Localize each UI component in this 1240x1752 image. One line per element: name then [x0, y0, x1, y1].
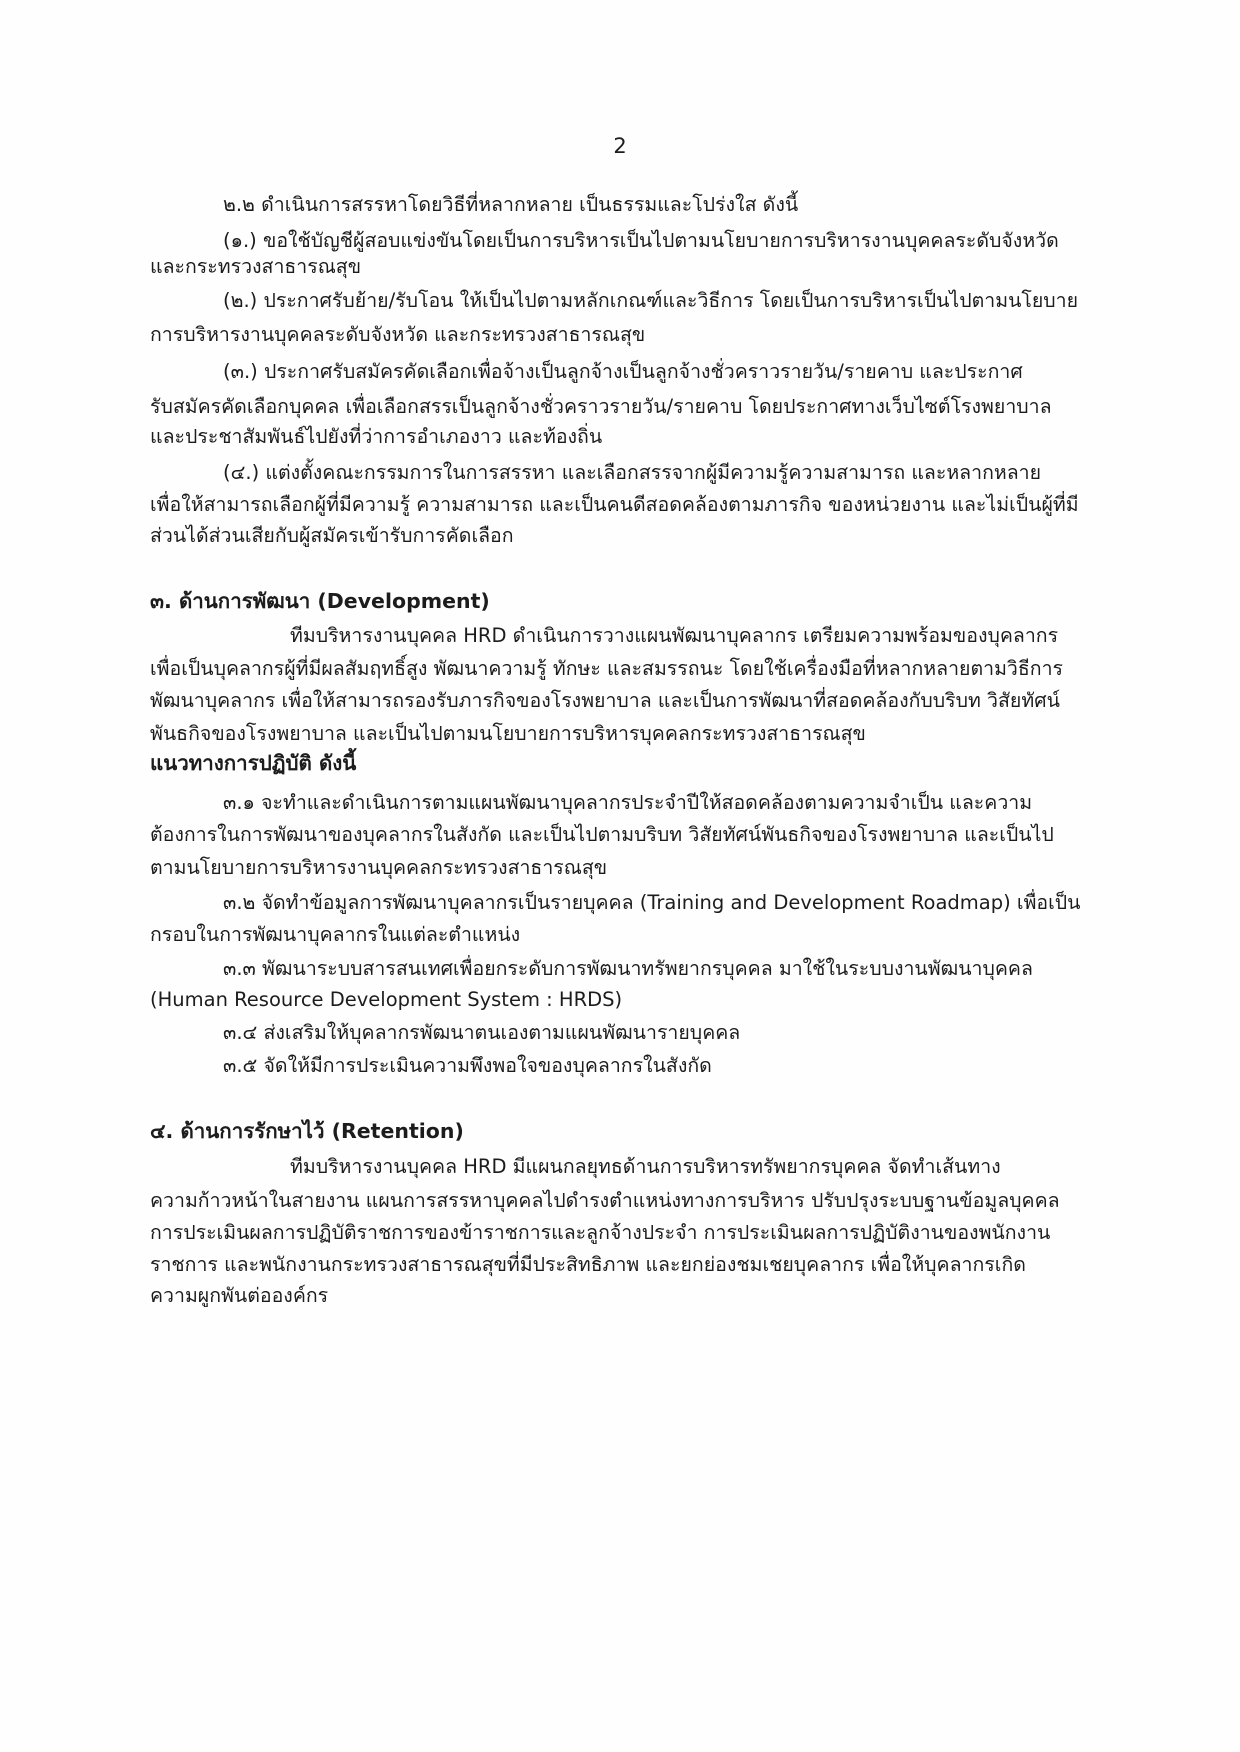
paragraph-line: รับสมัครคัดเลือกบุคคล เพื่อเลือกสรรเป็นลูกจ้างชั่วคราวรายวัน/รายคาบ โดยประกาศทางเว็บไซต์โรงพยาบาล — [150, 395, 1052, 418]
paragraph-line: พัฒนาบุคลากร เพื่อให้สามารถรองรับภารกิจของโรงพยาบาล และเป็นการพัฒนาที่สอดคล้องกับบริบท วิสัยทัศน์ — [150, 689, 1060, 712]
paragraph-line: ความผูกพันต่อองค์กร — [150, 1284, 329, 1307]
paragraph-line: กรอบในการพัฒนาบุคลากรในแต่ละตำแหน่ง — [150, 923, 521, 946]
paragraph-line: และกระทรวงสาธารณสุข — [150, 255, 362, 278]
section-heading-retention: ๔. ด้านการรักษาไว้ (Retention) — [150, 1119, 464, 1143]
paragraph-line: ทีมบริหารงานบุคคล HRD มีแผนกลยุทธด้านการบริหารทรัพยากรบุคคล จัดทำเส้นทาง — [290, 1155, 1001, 1178]
paragraph-line: และประชาสัมพันธ์ไปยังที่ว่าการอำเภองาว และท้องถิ่น — [150, 425, 603, 448]
paragraph-line: (๓.) ประกาศรับสมัครคัดเลือกเพื่อจ้างเป็นลูกจ้างเป็นลูกจ้างชั่วคราวรายวัน/รายคาบ และประกาศ — [223, 360, 1023, 383]
paragraph-line: ๓.๔ ส่งเสริมให้บุคลากรพัฒนาตนเองตามแผนพัฒนารายบุคคล — [223, 1021, 741, 1044]
paragraph-line: (๑.) ขอใช้บัญชีผู้สอบแข่งขันโดยเป็นการบริหารเป็นไปตามนโยบายการบริหารงานบุคคลระดับจังหวัด — [223, 229, 1059, 252]
paragraph-line: ราชการ และพนักงานกระทรวงสาธารณสุขที่มีประสิทธิภาพ และยกย่องชมเชยบุคลากร เพื่อให้บุคลากรเกิด — [150, 1253, 1026, 1276]
paragraph-line: ๓.๑ จะทำและดำเนินการตามแผนพัฒนาบุคลากรประจำปีให้สอดคล้องตามความจำเป็น และความ — [223, 791, 1033, 814]
paragraph-line: ๒.๒ ดำเนินการสรรหาโดยวิธีที่หลากหลาย เป็นธรรมและโปร่งใส ดังนี้ — [223, 193, 799, 216]
paragraph-line: ตามนโยบายการบริหารงานบุคคลกระทรวงสาธารณสุข — [150, 856, 608, 879]
paragraph-line: (๔.) แต่งตั้งคณะกรรมการในการสรรหา และเลือกสรรจากผู้มีความรู้ความสามารถ และหลากหลาย — [223, 461, 1042, 484]
paragraph-line: เพื่อให้สามารถเลือกผู้ที่มีความรู้ ความสามารถ และเป็นคนดีสอดคล้องตามภารกิจ ของหน่วยงาน และไม่เป็นผู้ที่มี — [150, 493, 1079, 516]
paragraph-line: ทีมบริหารงานบุคคล HRD ดำเนินการวางแผนพัฒนาบุคลากร เตรียมความพร้อมของบุคลากร — [290, 624, 1059, 647]
paragraph-line: ความก้าวหน้าในสายงาน แผนการสรรหาบุคคลไปดำรงตำแหน่งทางการบริหาร ปรับปรุงระบบฐานข้อมูลบุคคล — [150, 1189, 1060, 1212]
paragraph-line: ๓.๕ จัดให้มีการประเมินความพึงพอใจของบุคลากรในสังกัด — [223, 1054, 712, 1077]
paragraph-line: (Human Resource Development System : HRDS) — [150, 988, 623, 1011]
section-heading-development: ๓. ด้านการพัฒนา (Development) — [150, 589, 490, 613]
paragraph-line: เพื่อเป็นบุคลากรผู้ที่มีผลสัมฤทธิ์สูง พัฒนาความรู้ ทักษะ และสมรรถนะ โดยใช้เครื่องมือที่หลากหลายตามวิธีการ — [150, 657, 1064, 680]
page-number: 2 — [613, 134, 627, 158]
paragraph-line: (๒.) ประกาศรับย้าย/รับโอน ให้เป็นไปตามหลักเกณฑ์และวิธีการ โดยเป็นการบริหารเป็นไปตามนโยบาย — [223, 289, 1079, 312]
paragraph-line: ๓.๒ จัดทำข้อมูลการพัฒนาบุคลากรเป็นรายบุคคล (Training and Development Roadmap) เพื่อเป็น — [223, 891, 1081, 914]
subheading-guidelines: แนวทางการปฏิบัติ ดังนี้ — [150, 751, 357, 775]
paragraph-line: การประเมินผลการปฏิบัติราชการของข้าราชการและลูกจ้างประจำ การประเมินผลการปฏิบัติงานของพนักงาน — [150, 1221, 1051, 1244]
paragraph-line: ส่วนได้ส่วนเสียกับผู้สมัครเข้ารับการคัดเลือก — [150, 524, 514, 547]
paragraph-line: การบริหารงานบุคคลระดับจังหวัด และกระทรวงสาธารณสุข — [150, 323, 646, 346]
paragraph-line: ต้องการในการพัฒนาของบุคลากรในสังกัด และเป็นไปตามบริบท วิสัยทัศน์พันธกิจของโรงพยาบาล และเป็นไป — [150, 823, 1054, 846]
paragraph-line: พันธกิจของโรงพยาบาล และเป็นไปตามนโยบายการบริหารบุคคลกระทรวงสาธารณสุข — [150, 722, 866, 745]
paragraph-line: ๓.๓ พัฒนาระบบสารสนเทศเพื่อยกระดับการพัฒนาทรัพยากรบุคคล มาใช้ในระบบงานพัฒนาบุคคล — [223, 957, 1033, 980]
